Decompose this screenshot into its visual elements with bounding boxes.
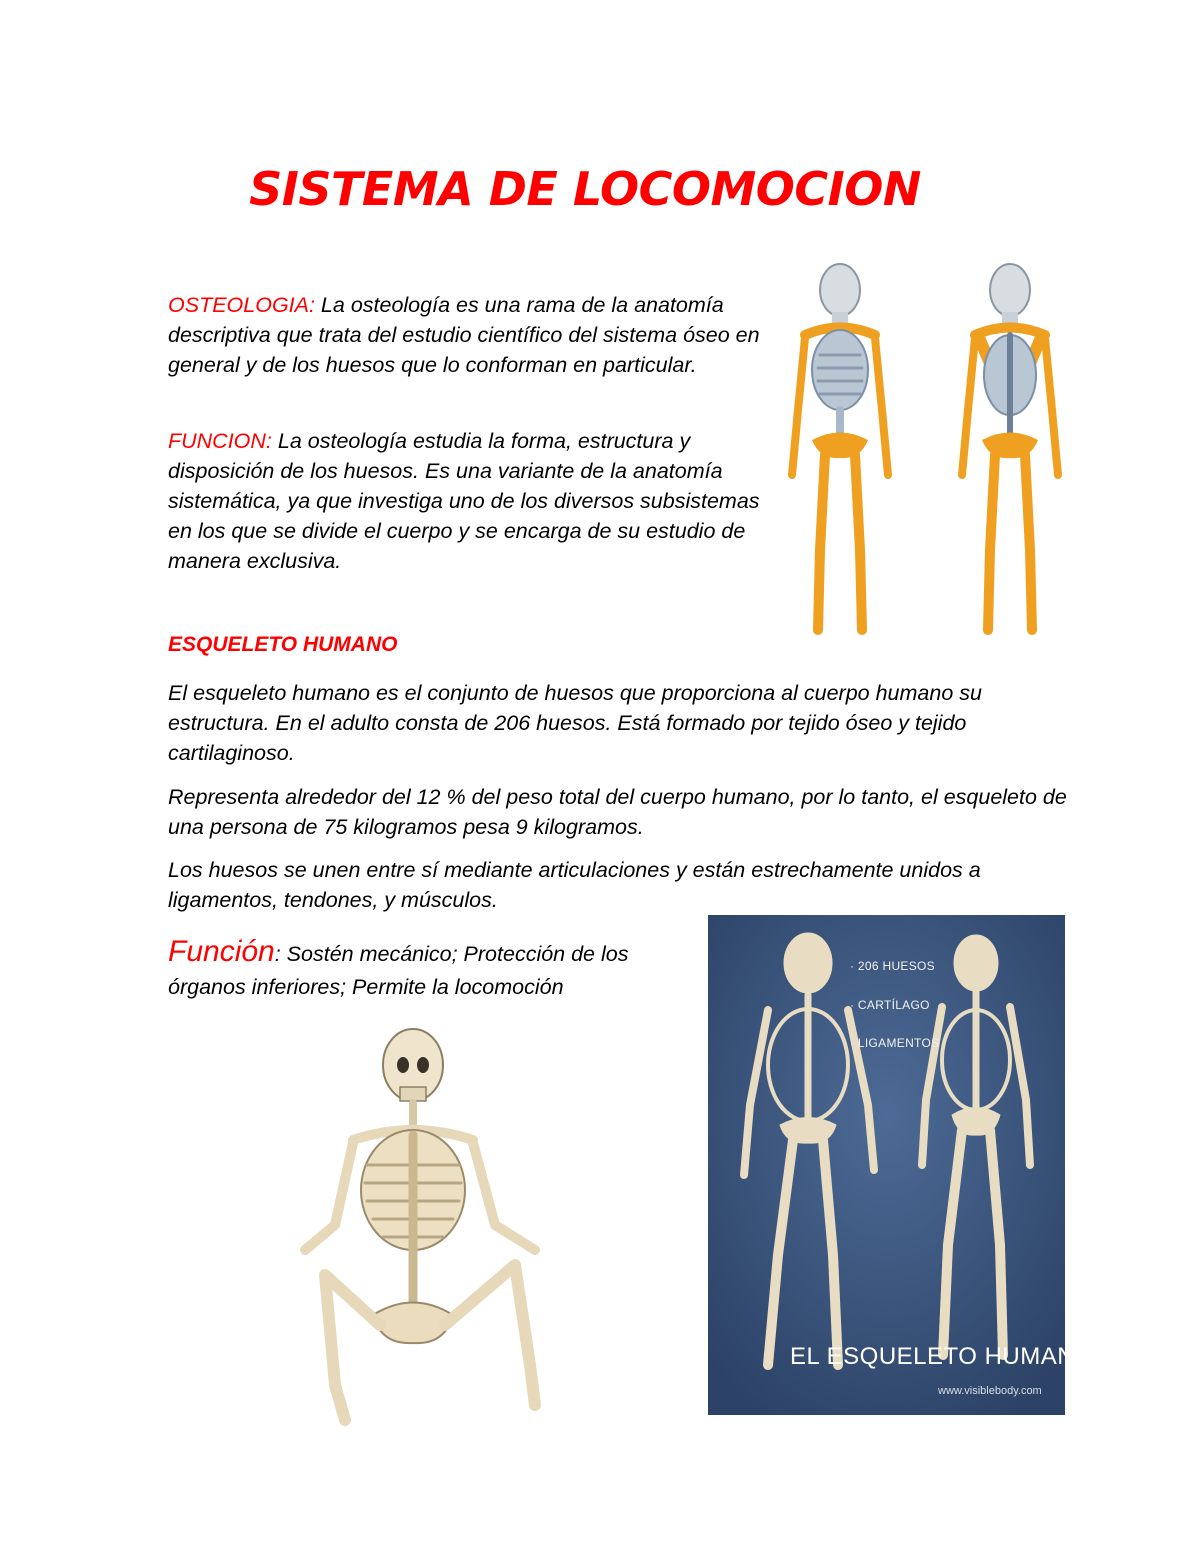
esqueleto-heading: ESQUELETO HUMANO — [168, 633, 398, 656]
funcion-paragraph — [168, 426, 788, 576]
osteologia-label: OSTEOLOGIA: — [168, 293, 315, 317]
skeleton-front-back-image — [780, 250, 1100, 650]
poster-item-cartilago: · CARTÍLAGO — [850, 998, 930, 1012]
esqueleto-paragraph-3: Los huesos se unen entre sí mediante articulaciones y están estrechamente unidos a ligamentos, tendones, y músculos. — [168, 858, 981, 912]
funcion-text: La osteología estudia la forma, estructura y disposición de los huesos. Es una variante de la anatomía sistemática, ya que investiga uno de los diversos subsistemas en los que se divide el cuerpo y se encarga de su estudio de manera exclusiva. — [168, 429, 760, 573]
poster-skeletons-graphic — [708, 915, 1065, 1415]
funcion-big-label: Función — [168, 935, 275, 968]
osteologia-text: La osteología es una rama de la anatomía descriptiva que trata del estudio científico del sistema óseo en general y de los huesos que lo conforman en particular. — [168, 293, 760, 377]
esqueleto-paragraph-2: Representa alrededor del 12 % del peso total del cuerpo humano, por lo tanto, el esqueleto de una persona de 75 kilogramos pesa 9 kilogramos. — [168, 785, 1067, 839]
poster-item-ligamentos: · LIGAMENTOS — [850, 1036, 940, 1050]
poster-title: EL ESQUELETO HUMANO — [790, 1343, 1095, 1370]
skeleton-back — [962, 264, 1058, 630]
skeleton-front — [792, 264, 888, 630]
funcion-list-text: : Sostén mecánico; Protección de los órganos inferiores; Permite la locomoción — [168, 942, 629, 999]
poster-url: www.visiblebody.com — [938, 1385, 1042, 1397]
sitting-skeleton-image — [295, 1025, 565, 1435]
funcion-list-paragraph — [168, 935, 688, 1004]
esqueleto-paragraph-1: El esqueleto humano es el conjunto de huesos que proporciona al cuerpo humano su estructura. En el adulto consta de 206 huesos. Está formado por tejido óseo y tejido cartilaginoso. — [168, 681, 982, 765]
osteologia-paragraph — [168, 290, 788, 380]
esqueleto-humano-poster — [708, 915, 1065, 1415]
page-title: SISTEMA DE LOCOMOCION — [249, 162, 921, 216]
funcion-label: FUNCION: — [168, 429, 272, 453]
poster-item-huesos: · 206 HUESOS — [850, 959, 935, 973]
